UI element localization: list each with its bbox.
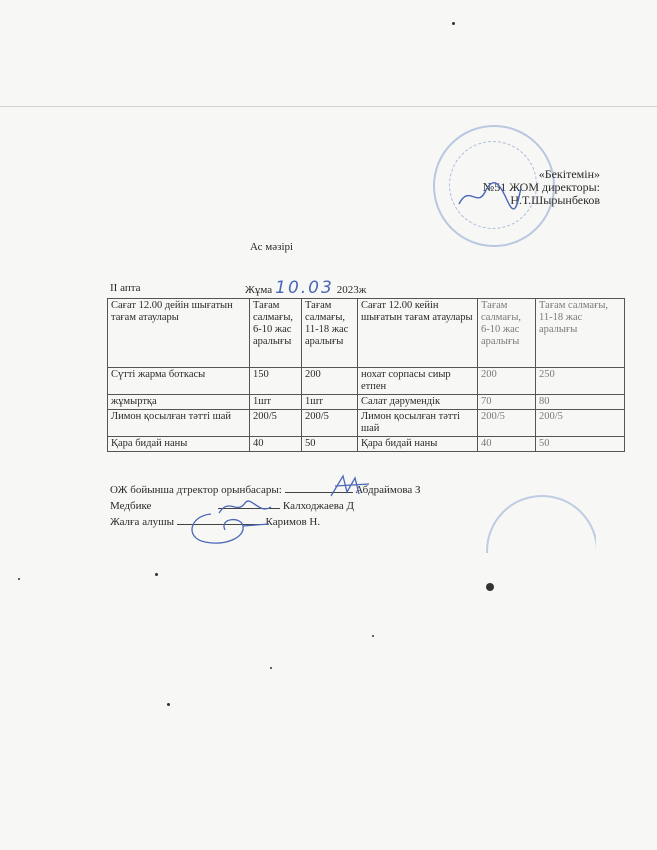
- table-row: [108, 410, 625, 437]
- document-title: Ас мәзірі: [250, 241, 294, 253]
- table-cell: 80: [536, 395, 625, 410]
- table-row: [108, 368, 625, 395]
- signature-role: ОЖ бойынша дтректор орынбасары:: [110, 484, 282, 496]
- scan-top-line: [0, 106, 657, 107]
- table-cell: 40: [478, 437, 536, 452]
- scan-speck: [167, 703, 170, 706]
- table-cell: 70: [478, 395, 536, 410]
- table-cell: 1шт: [302, 395, 358, 410]
- table-cell: 50: [302, 437, 358, 452]
- table-cell: Қара бидай наны: [358, 437, 478, 452]
- table-cell: жұмыртқа: [108, 395, 250, 410]
- table-row: [108, 437, 625, 452]
- table-cell: Қара бидай наны: [108, 437, 250, 452]
- table-cell: Лимон қосылған тәтті шай: [358, 410, 478, 437]
- table-cell: Лимон қосылған тәтті шай: [108, 410, 250, 437]
- signature-name: Калходжаева Д: [282, 500, 354, 512]
- table-cell: 200: [302, 368, 358, 395]
- scan-speck: [372, 635, 374, 637]
- header-cell: Тағам салмағы, 11-18 жас аралығы: [536, 299, 625, 368]
- handwritten-date: 10.03: [275, 278, 334, 298]
- table-cell: Сүтті жарма боткасы: [108, 368, 250, 395]
- table-cell: 250: [536, 368, 625, 395]
- table-cell: 50: [536, 437, 625, 452]
- table-cell: нохат сорпасы сиыр етпен: [358, 368, 478, 395]
- table-cell: 1шт: [250, 395, 302, 410]
- day-label: Жұма: [245, 284, 273, 296]
- approval-label: «Бекітемін»: [538, 167, 600, 181]
- date-line: [245, 278, 366, 298]
- director-signature: [455, 178, 525, 212]
- year-label: 2023ж: [336, 284, 367, 296]
- table-cell: 200/5: [478, 410, 536, 437]
- tenant-signature: [183, 508, 273, 548]
- scan-speck: [486, 583, 494, 591]
- scan-speck: [452, 22, 455, 25]
- scan-speck: [270, 667, 272, 669]
- table-cell: 150: [250, 368, 302, 395]
- table-header-row: [108, 299, 625, 368]
- table-cell: 200/5: [250, 410, 302, 437]
- menu-table: [107, 298, 625, 452]
- table-cell: Салат дәрумендік: [358, 395, 478, 410]
- week-label: II апта: [110, 282, 141, 294]
- header-cell: Тағам салмағы, 11-18 жас аралығы: [302, 299, 358, 368]
- signature-role: Жалға алушы: [110, 516, 175, 528]
- table-cell: 40: [250, 437, 302, 452]
- official-stamp-partial: [486, 495, 596, 553]
- table-cell: 200/5: [536, 410, 625, 437]
- table-cell: 200: [478, 368, 536, 395]
- table-cell: 200/5: [302, 410, 358, 437]
- header-cell: Тағам салмағы, 6-10 жас аралығы: [478, 299, 536, 368]
- scan-speck: [18, 578, 20, 580]
- signature-name: Абдраймова З: [355, 484, 421, 496]
- approval-org: №51 ЖОМ директоры:: [482, 180, 600, 194]
- deputy-signature: [325, 472, 375, 500]
- signature-name: Каримов Н.: [265, 516, 321, 528]
- scan-speck: [155, 573, 158, 576]
- header-cell: Тағам салмағы, 6-10 жас аралығы: [250, 299, 302, 368]
- approval-name: Н.Т.Шырынбеков: [510, 193, 600, 207]
- header-cell: Сағат 12.00 дейін шығатын тағам атаулары: [108, 299, 250, 368]
- table-row: [108, 395, 625, 410]
- signature-role: Медбике: [110, 500, 152, 512]
- header-cell: Сағат 12.00 кейін шығатын тағам атаулары: [358, 299, 478, 368]
